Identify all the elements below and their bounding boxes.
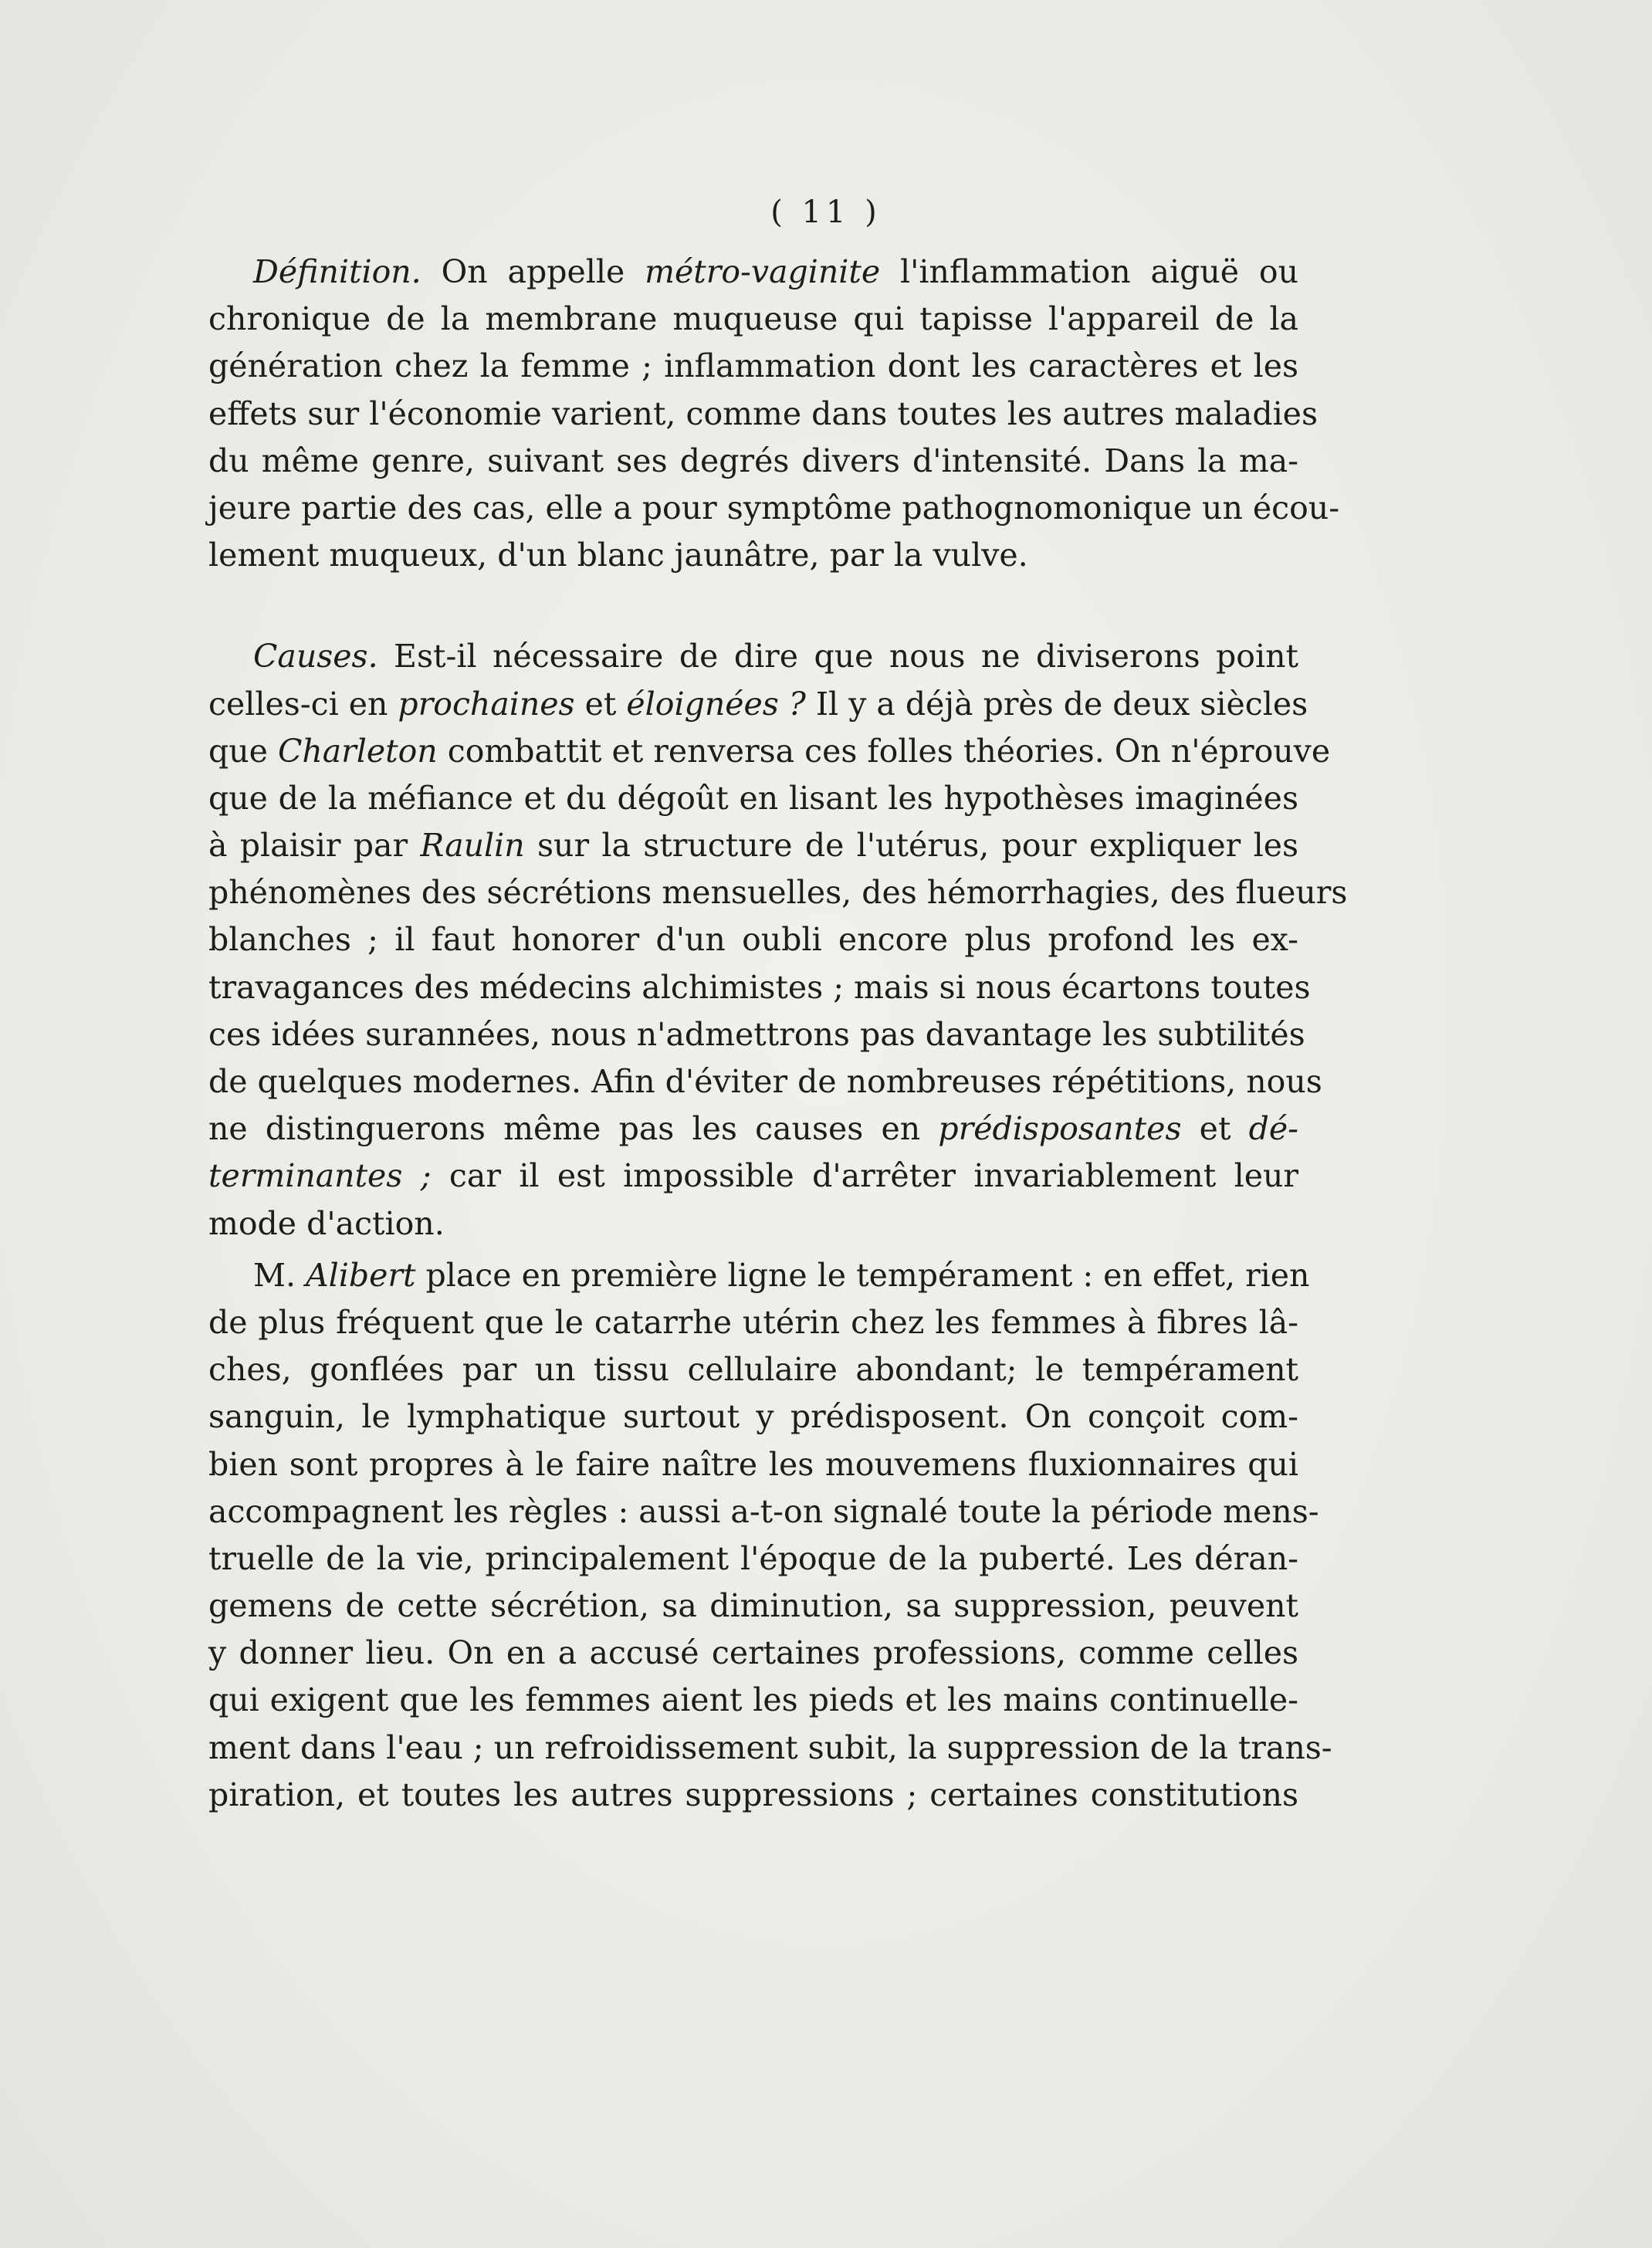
text-line: y donner lieu. On en a accusé certaines professions, comme celles — [208, 1634, 1298, 1672]
text-run: et — [574, 685, 627, 723]
text-line — [208, 1252, 1310, 1299]
text-line: ment dans l'eau ; un refroidissement subit, la suppression de la trans- — [208, 1728, 1332, 1766]
text-line: chronique de la membrane muqueuse qui tapisse l'appareil de la — [208, 300, 1298, 338]
text-line: phénomènes des sécrétions mensuelles, des hémorrhagies, des flueurs — [208, 874, 1348, 912]
text-line: truelle de la vie, principalement l'époque de la puberté. Les déran- — [208, 1539, 1298, 1577]
body-text — [208, 249, 1348, 1819]
text-run: car il est impossible d'arrêter invariablement leur — [431, 1157, 1299, 1195]
text-line: piration, et toutes les autres suppressions ; certaines constitutions — [208, 1776, 1298, 1813]
run-term: éloignées ? — [626, 685, 806, 723]
text-line — [208, 1105, 1298, 1153]
text-line: jeure partie des cas, elle a pour symptôme pathognomonique un écou- — [208, 489, 1340, 526]
run-name: Alibert — [306, 1256, 416, 1294]
run-term: prochaines — [398, 685, 575, 723]
text-line: de plus fréquent que le catarrhe utérin chez les femmes à fibres lâ- — [208, 1303, 1298, 1341]
run-term: terminantes ; — [208, 1157, 432, 1195]
text-run: celles-ci en — [208, 685, 398, 723]
text-line — [208, 633, 1298, 680]
text-line — [208, 681, 1308, 728]
text-run: ne distinguerons même pas les causes en — [208, 1110, 939, 1148]
text-line: bien sont propres à le faire naître les mouvemens fluxionnaires qui — [208, 1445, 1298, 1483]
run-name: Raulin — [420, 827, 525, 865]
text-run: Il y a déjà près de deux siècles — [805, 685, 1308, 723]
text-line: sanguin, le lymphatique surtout y prédisposent. On conçoit com- — [208, 1398, 1298, 1436]
text-line — [208, 1153, 1298, 1200]
text-line — [208, 822, 1298, 869]
text-line: ces idées surannées, nous n'admettrons pas davantage les subtilités — [208, 1015, 1305, 1053]
text-line: qui exigent que les femmes aient les pieds et les mains continuelle- — [208, 1681, 1298, 1719]
text-run: On appelle — [421, 253, 645, 290]
text-line — [208, 249, 1298, 296]
text-line: travagances des médecins alchimistes ; mais si nous écartons toutes — [208, 968, 1311, 1006]
text-line: génération chez la femme ; inflammation dont les caractères et les — [208, 347, 1298, 385]
text-line: accompagnent les règles : aussi a-t-on signalé toute la période mens- — [208, 1492, 1319, 1530]
paragraph-alibert — [208, 1252, 1332, 1819]
run-heading: Causes. — [253, 638, 378, 675]
paragraph-definition — [208, 249, 1340, 579]
text-run: sur la structure de l'utérus, pour expliquer les — [524, 827, 1298, 865]
text-run: M. — [253, 1256, 306, 1294]
text-line: blanches ; il faut honorer d'un oubli encore plus profond les ex- — [208, 921, 1298, 959]
text-run: à plaisir par — [208, 827, 421, 865]
paragraph-gap — [208, 579, 1298, 633]
page-number: ( 11 ) — [770, 195, 882, 230]
text-run: combattit et renversa ces folles théories. On n'éprouve — [437, 732, 1331, 770]
text-line: de quelques modernes. Afin d'éviter de nombreuses répétitions, nous — [208, 1063, 1322, 1100]
text-run: Est-il nécessaire de dire que nous ne diviserons point — [377, 638, 1298, 675]
text-line: effets sur l'économie varient, comme dans toutes les autres maladies — [208, 394, 1318, 432]
text-line: mode d'action. — [208, 1204, 445, 1242]
text-line: lement muqueux, d'un blanc jaunâtre, par la vulve. — [208, 537, 1028, 574]
run-term: dé- — [1248, 1110, 1298, 1148]
run-name: Charleton — [277, 732, 438, 770]
text-run: et — [1181, 1110, 1249, 1148]
text-run: place en première ligne le tempérament : en effet, rien — [415, 1256, 1310, 1294]
text-line: du même genre, suivant ses degrés divers d'intensité. Dans la ma- — [208, 442, 1298, 479]
text-line: ches, gonflées par un tissu cellulaire abondant; le tempérament — [208, 1351, 1298, 1389]
paragraph-causes — [208, 633, 1348, 1247]
text-line: que de la méfiance et du dégoût en lisant les hypothèses imaginées — [208, 779, 1298, 817]
run-term: métro-vaginite — [645, 253, 881, 290]
text-line — [208, 728, 1331, 775]
text-line: gemens de cette sécrétion, sa diminution, sa suppression, peuvent — [208, 1587, 1298, 1625]
text-run: l'inflammation aiguë ou — [880, 253, 1298, 290]
run-term: prédisposantes — [938, 1110, 1182, 1148]
run-heading: Définition. — [253, 253, 421, 290]
text-run: que — [208, 732, 278, 770]
